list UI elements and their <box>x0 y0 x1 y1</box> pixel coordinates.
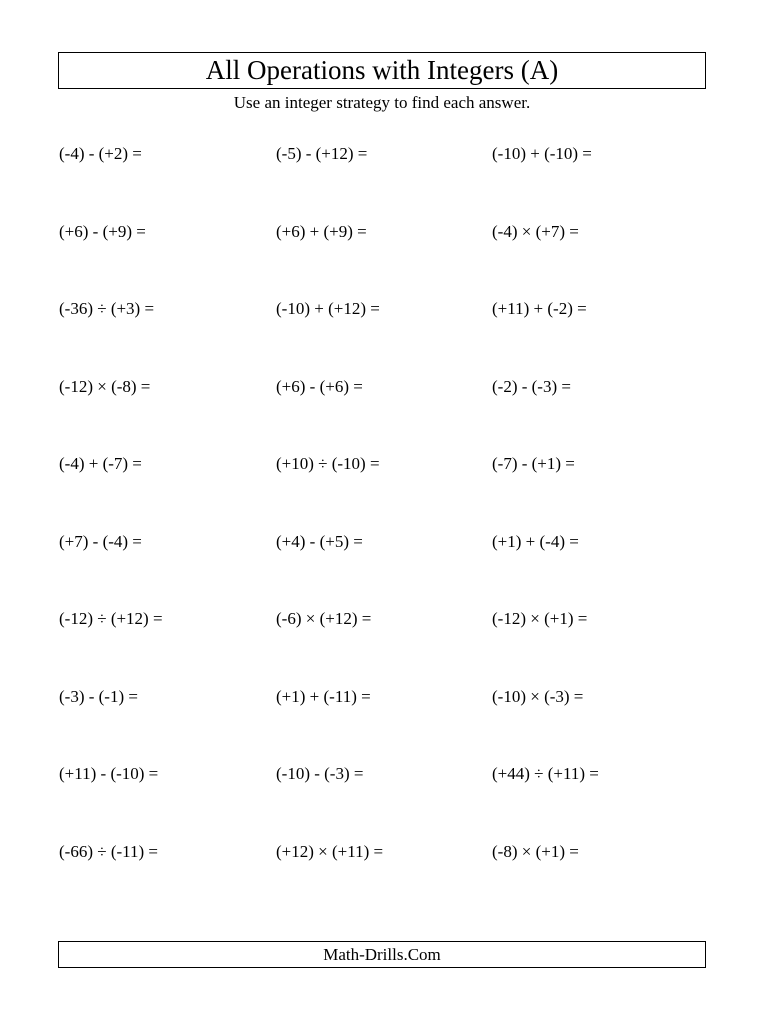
problem-11: (+6) - (+6) = <box>276 376 363 396</box>
problem-17: (+4) - (+5) = <box>276 531 363 551</box>
problem-8: (-10) + (+12) = <box>276 299 380 318</box>
problem-28: (-66) ÷ (-11) = <box>59 841 159 861</box>
problem-14: (+10) ÷ (-10) = <box>276 454 380 473</box>
problem-25: (+11) - (-10) = <box>59 764 159 783</box>
problem-30: (-8) × (+1) = <box>492 841 579 861</box>
problem-7: (-36) ÷ (+3) = <box>59 299 155 318</box>
problem-27: (+44) ÷ (+11) = <box>492 764 599 783</box>
problem-9: (+11) + (-2) = <box>492 299 587 318</box>
footer-box <box>58 941 706 968</box>
problem-10: (-12) × (-8) = <box>59 376 151 396</box>
problem-24: (-10) × (-3) = <box>492 686 584 706</box>
title-box <box>58 52 706 89</box>
problem-15: (-7) - (+1) = <box>492 454 575 473</box>
problem-2: (-5) - (+12) = <box>276 144 368 163</box>
problem-29: (+12) × (+11) = <box>276 841 384 861</box>
problem-26: (-10) - (-3) = <box>276 764 364 783</box>
problem-5: (+6) + (+9) = <box>276 221 367 241</box>
problem-20: (-6) × (+12) = <box>276 609 372 628</box>
worksheet-title: All Operations with Integers (A) <box>205 55 559 85</box>
problem-22: (-3) - (-1) = <box>59 686 138 706</box>
problem-21: (-12) × (+1) = <box>492 609 588 628</box>
problem-6: (-4) × (+7) = <box>492 221 579 241</box>
problem-4: (+6) - (+9) = <box>59 221 146 241</box>
instructions: Use an integer strategy to find each answer. <box>233 93 531 112</box>
footer-text: Math-Drills.Com <box>323 945 441 964</box>
problem-12: (-2) - (-3) = <box>492 376 571 396</box>
problem-16: (+7) - (-4) = <box>59 531 142 551</box>
problem-1: (-4) - (+2) = <box>59 144 142 163</box>
problem-18: (+1) + (-4) = <box>492 531 579 551</box>
problem-19: (-12) ÷ (+12) = <box>59 609 163 628</box>
problem-grid <box>58 142 706 877</box>
problem-3: (-10) + (-10) = <box>492 144 592 163</box>
problem-13: (-4) + (-7) = <box>59 454 142 473</box>
problem-23: (+1) + (-11) = <box>276 686 371 706</box>
